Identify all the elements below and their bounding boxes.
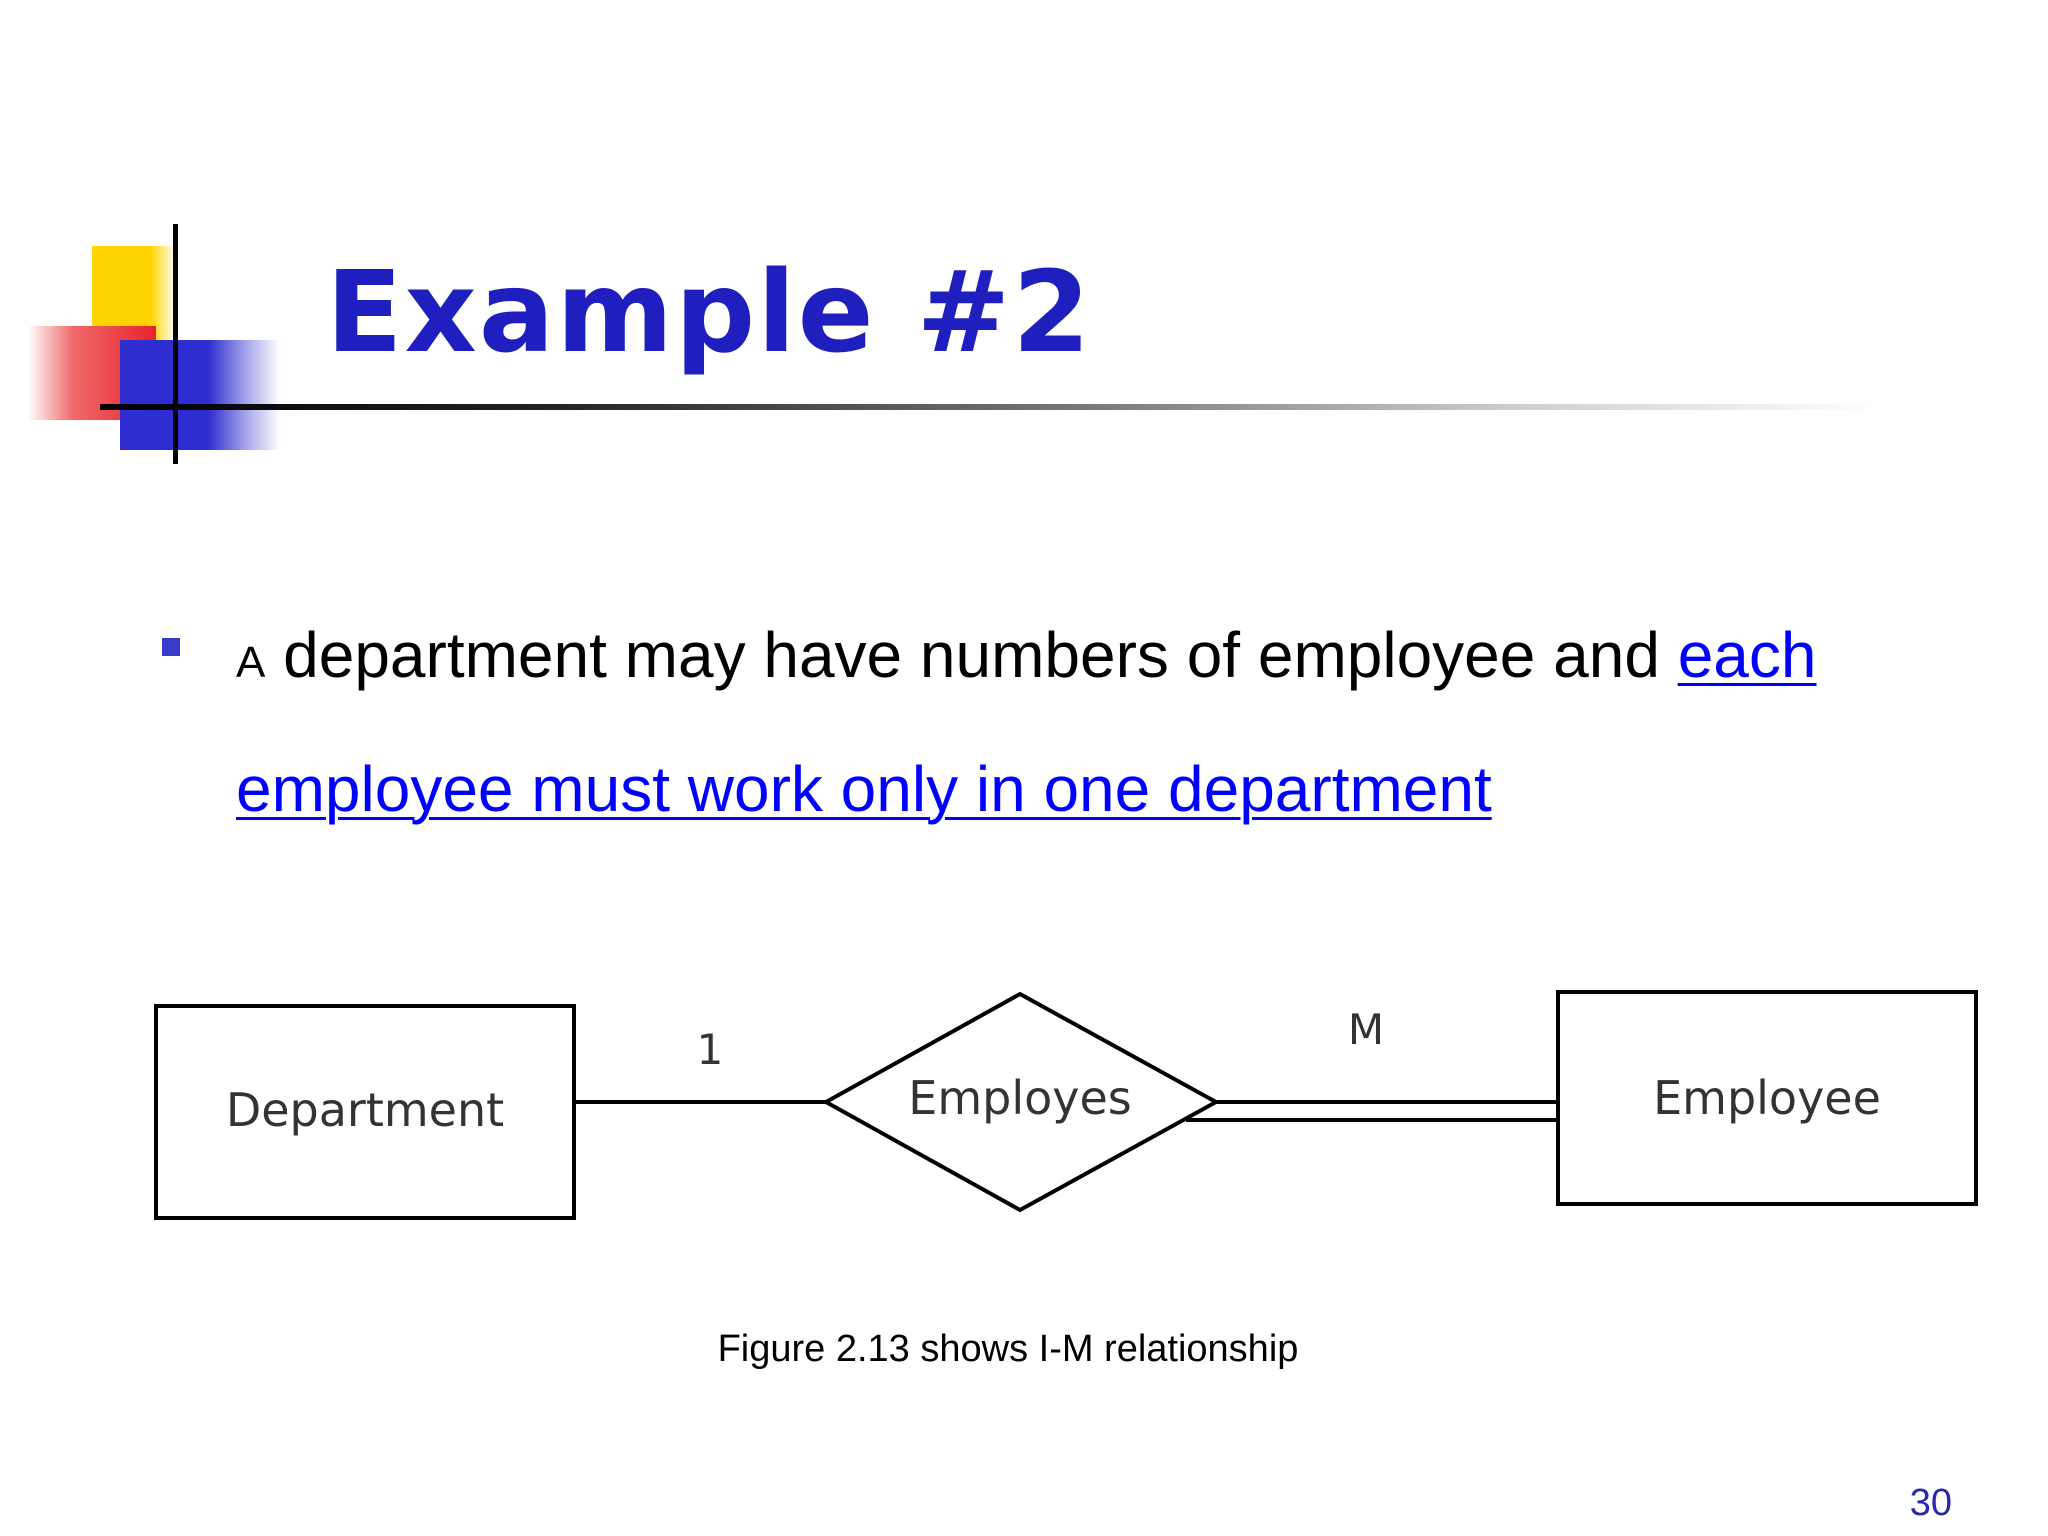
cardinality-many-label: M: [1347, 1005, 1385, 1054]
figure-caption: Figure 2.13 shows I-M relationship: [717, 1328, 1299, 1370]
bullet-lead-letter: A: [236, 638, 266, 687]
cardinality-one-label: 1: [696, 1025, 724, 1074]
bullet-hyperlink[interactable]: each employee must work only in one department: [236, 619, 1817, 825]
bullet-plain-text: department may have numbers of employee and: [265, 619, 1678, 691]
entity-employee-label: Employee: [1653, 1071, 1881, 1125]
page-number: 30: [1909, 1482, 1952, 1524]
entity-department-label: Department: [225, 1083, 505, 1137]
slide-title: Example #2: [326, 248, 1093, 378]
relationship-label: Employes: [908, 1071, 1132, 1125]
